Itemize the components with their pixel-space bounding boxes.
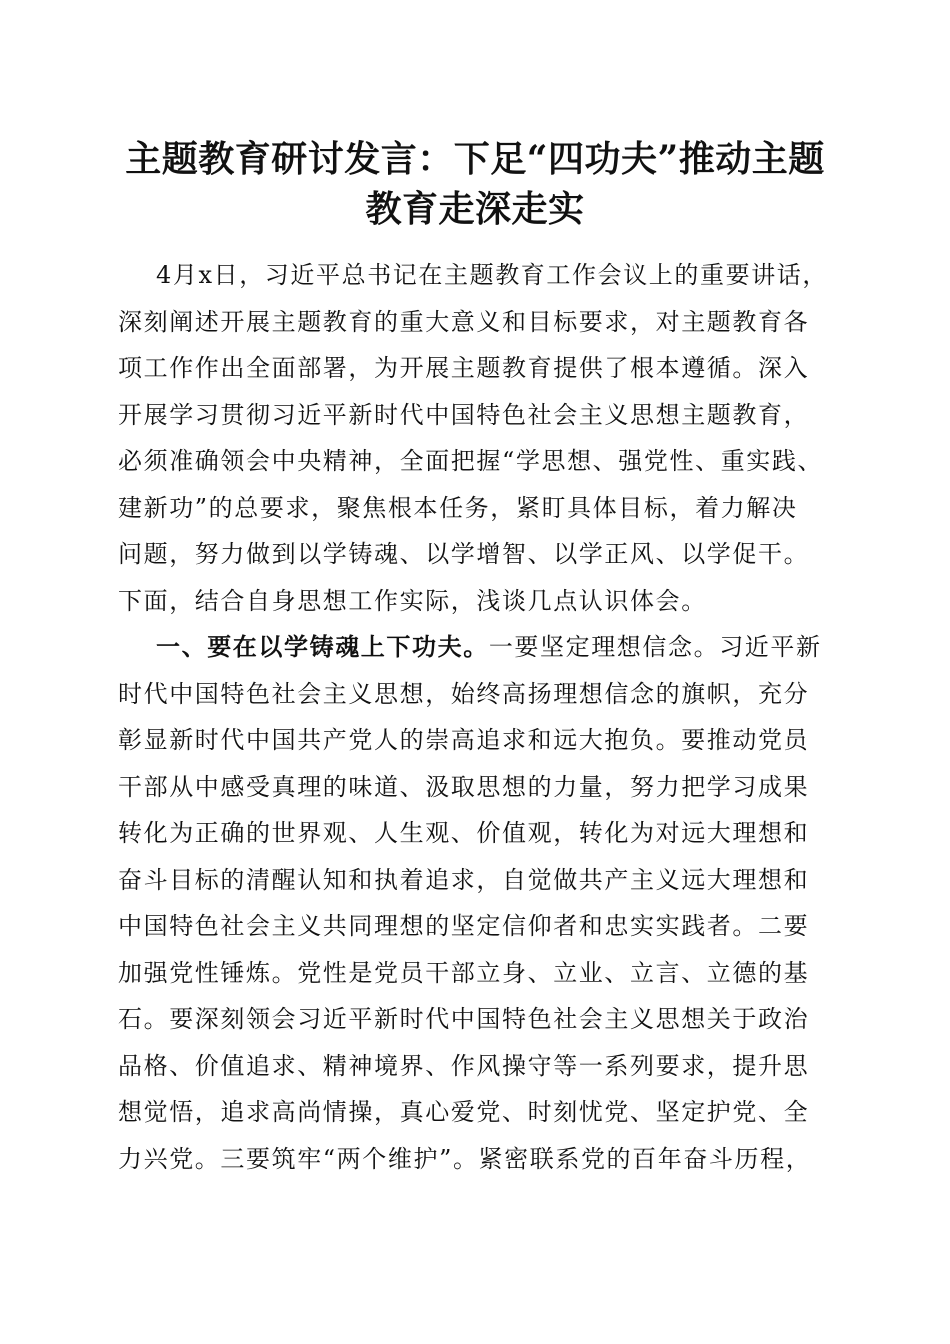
paragraph-line: 力兴党。三要筑牢“两个维护”。紧密联系党的百年奋斗历程， — [118, 1144, 812, 1173]
paragraph-line: 深刻阐述开展主题教育的重大意义和目标要求，对主题教育各 — [118, 307, 810, 336]
paragraph-line: 中国特色社会主义共同理想的坚定信仰者和忠实实践者。二要 — [118, 912, 810, 940]
document-body — [118, 252, 838, 1182]
paragraph-line: 必须准确领会中央精神，全面把握“学思想、强党性、重实践、 — [118, 447, 824, 475]
paragraph-line: 石。要深刻领会习近平新时代中国特色社会主义思想关于政治 — [118, 1005, 810, 1033]
paragraph-line: 项工作作出全面部署，为开展主题教育提供了根本遵循。深入 — [118, 354, 810, 382]
paragraph-line: 加强党性锤炼。党性是党员干部立身、立业、立言、立德的基 — [118, 958, 810, 987]
title-line-2: 教育走深走实 — [365, 188, 585, 230]
document-title — [100, 134, 850, 234]
paragraph-line: 时代中国特色社会主义思想，始终高扬理想信念的旗帜，充分 — [118, 679, 810, 708]
paragraph-line: 问题，努力做到以学铸魂、以学增智、以学正风、以学促干。 — [118, 540, 810, 568]
intro-paragraph — [118, 252, 838, 624]
paragraph-line: 想觉悟，追求高尚情操，真心爱党、时刻忧党、坚定护党、全 — [118, 1098, 810, 1126]
section-1-first-line-text: 一要坚定理想信念。习近平新 — [488, 633, 822, 661]
section-1-paragraph — [118, 624, 838, 1182]
paragraph-line: 开展学习贯彻习近平新时代中国特色社会主义思想主题教育， — [118, 400, 810, 429]
paragraph-line: 彰显新时代中国共产党人的崇高追求和远大抱负。要推动党员 — [118, 726, 810, 754]
section-1-heading: 一、要在以学铸魂上下功夫。 — [156, 632, 489, 661]
paragraph-line: 转化为正确的世界观、人生观、价值观，转化为对远大理想和 — [118, 819, 810, 847]
section-1-first-line — [118, 624, 838, 671]
paragraph-line: 下面，结合自身思想工作实际，浅谈几点认识体会。 — [118, 586, 707, 615]
paragraph-line: 奋斗目标的清醒认知和执着追求，自觉做共产主义远大理想和 — [118, 865, 810, 894]
paragraph-line: 干部从中感受真理的味道、汲取思想的力量，努力把学习成果 — [118, 772, 810, 801]
paragraph-line: 建新功”的总要求，聚焦根本任务，紧盯具体目标，着力解决 — [118, 493, 798, 522]
title-line-1: 主题教育研讨发言：下足“四功夫”推动主题 — [125, 138, 825, 180]
paragraph-line: 品格、价值追求、精神境界、作风操守等一系列要求，提升思 — [118, 1051, 810, 1080]
paragraph-line: 4月x日，习近平总书记在主题教育工作会议上的重要讲话， — [156, 261, 829, 289]
